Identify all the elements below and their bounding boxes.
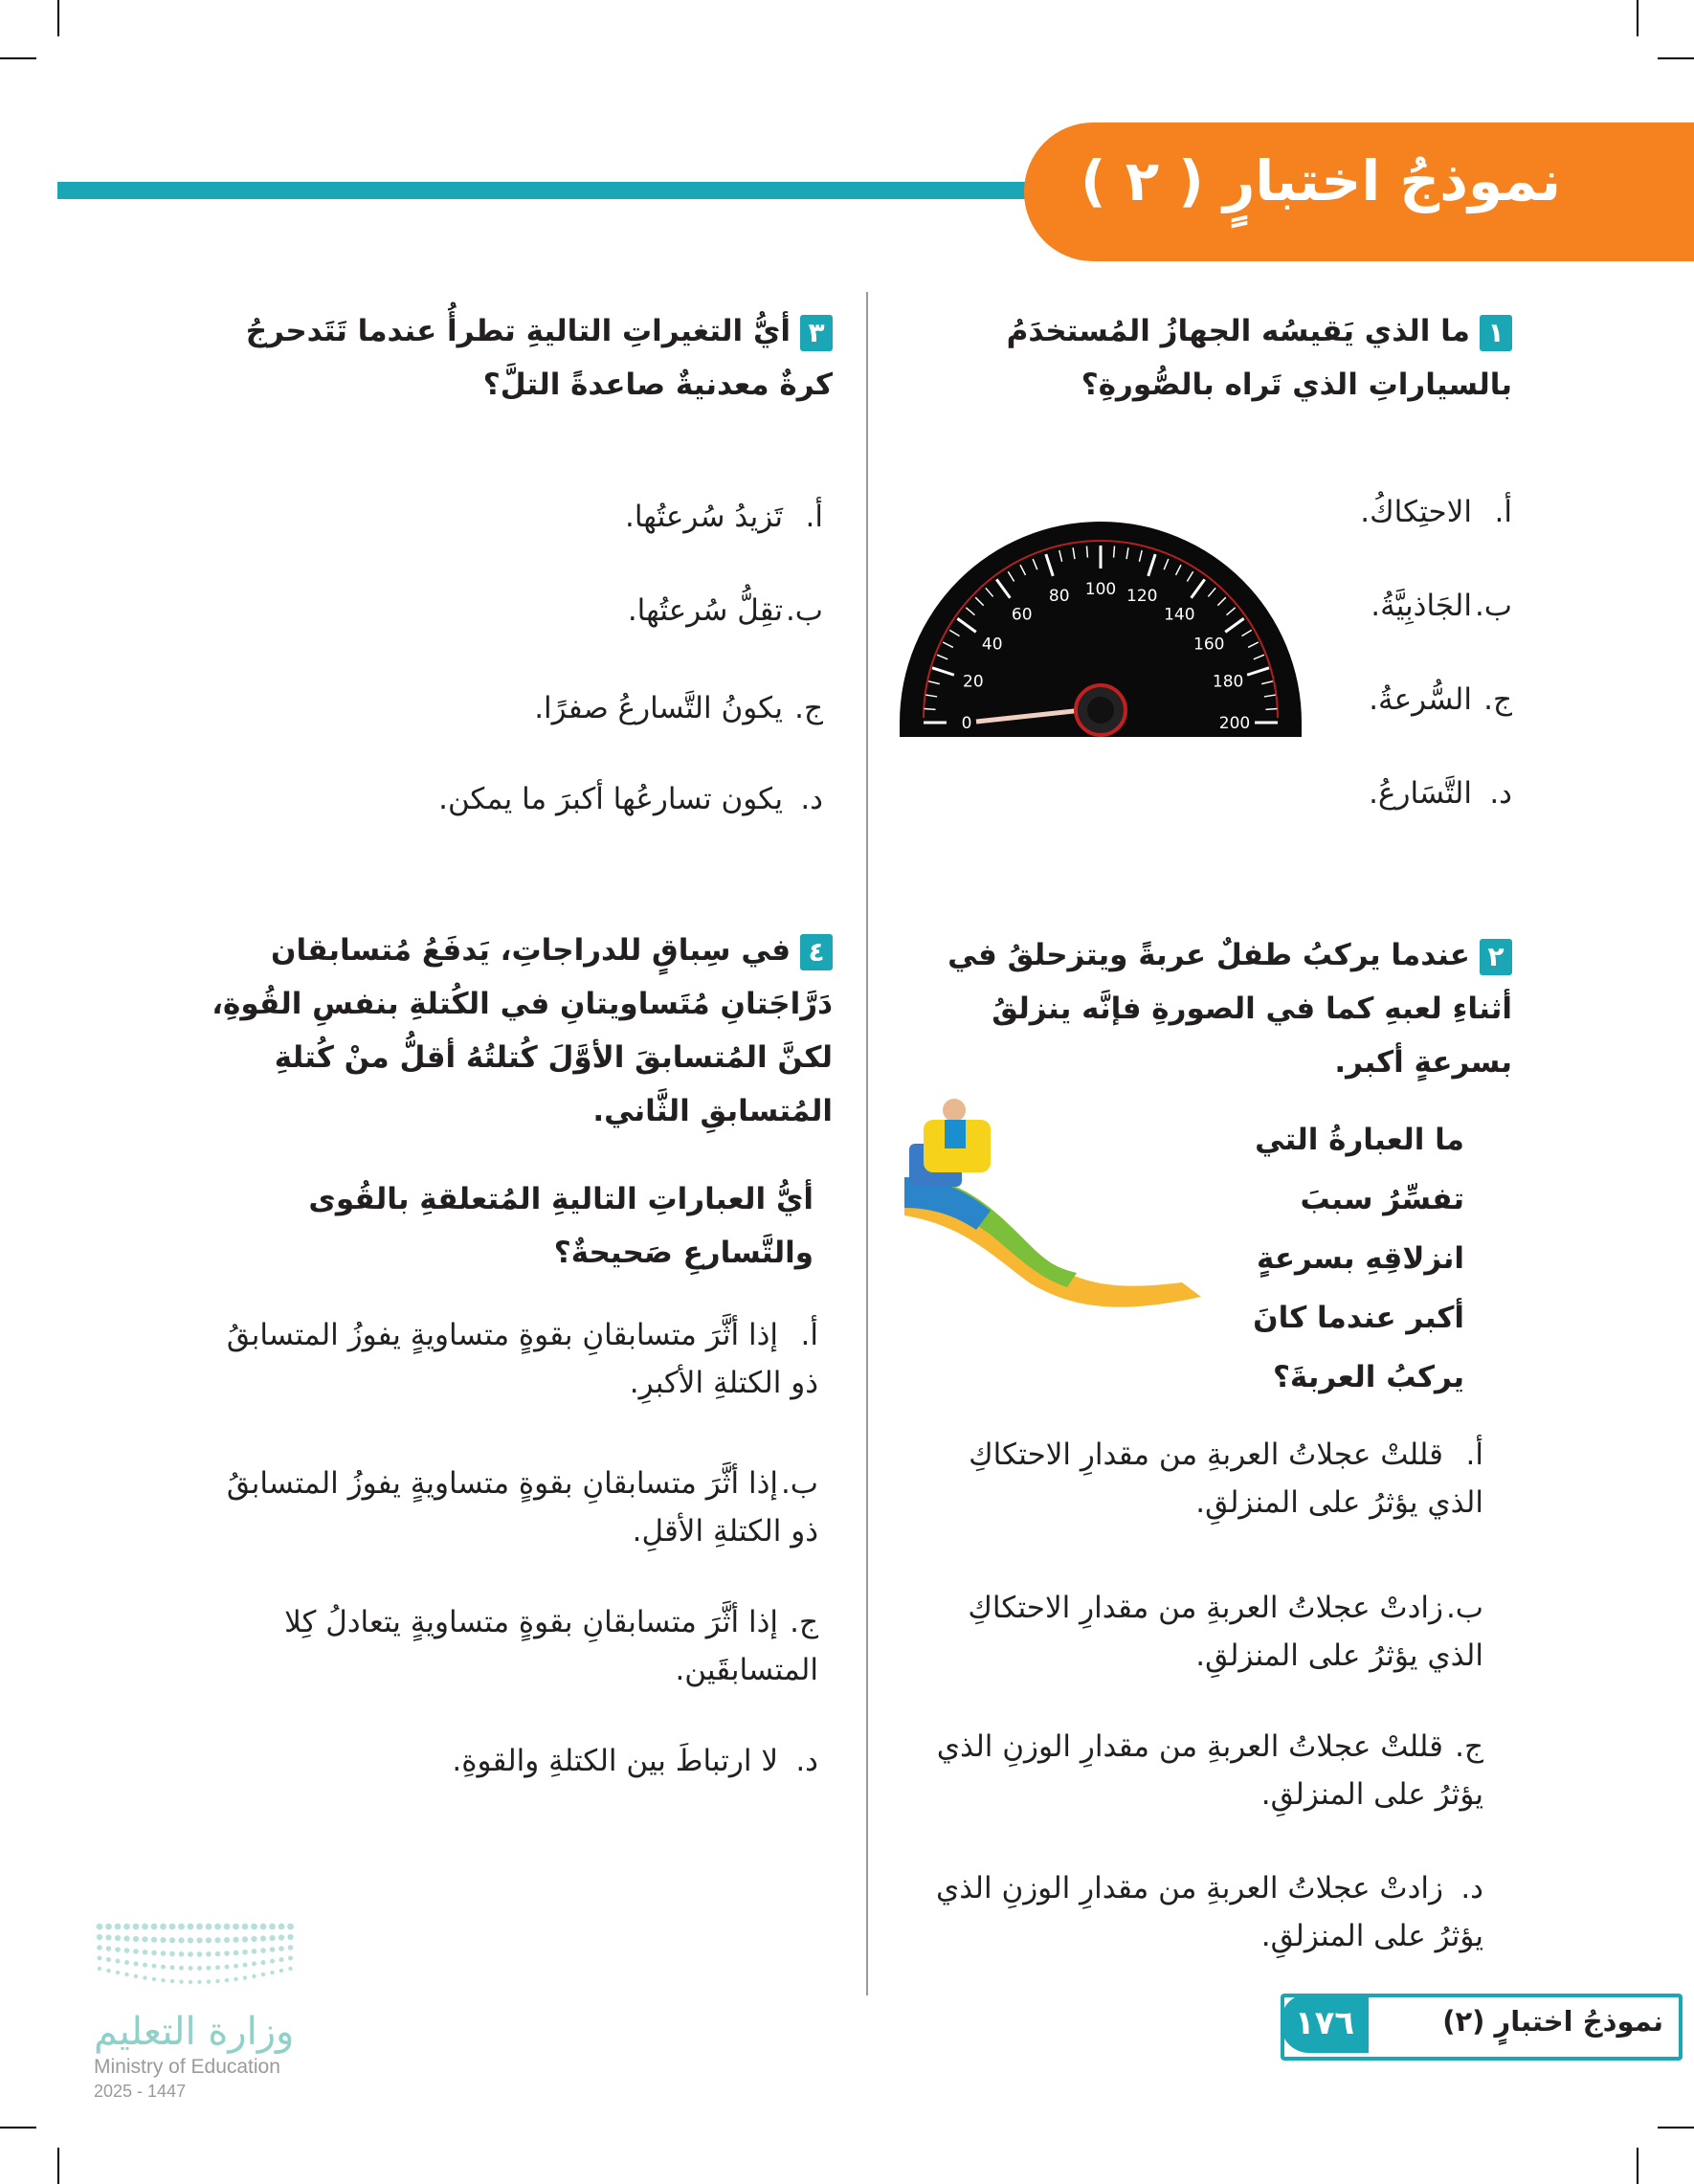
speedometer-label: 0 [961, 714, 972, 733]
logo-dot [234, 1964, 238, 1969]
logo-dot [242, 1950, 248, 1955]
logo-dot [279, 1924, 285, 1930]
crop-mark [1658, 57, 1694, 59]
logo-dot [243, 1975, 247, 1979]
logo-dot [143, 1963, 147, 1968]
logo-dot [169, 1951, 175, 1957]
option-c[interactable]: ج.قللتْ عجلاتُ العربةِ من مقدارِ الوزنِ الذي يؤثرُ على المنزلقِ. [936, 1729, 1483, 1812]
ministry-year: 2025 - 1447 [94, 2082, 187, 2101]
logo-dot [170, 1979, 174, 1983]
logo-dot [98, 1956, 102, 1961]
speedometer-label: 140 [1164, 605, 1195, 625]
logo-dot [197, 1951, 203, 1957]
ministry-name-english: Ministry of Education [94, 2056, 280, 2078]
logo-dot [206, 1924, 212, 1930]
logo-dot [115, 1924, 122, 1930]
logo-dot [242, 1924, 249, 1930]
crop-mark [1637, 0, 1638, 36]
footer-label: نموذجُ اختبارٍ (٢) [1442, 2005, 1663, 2038]
header-rule [57, 182, 1110, 199]
question-4 [191, 924, 833, 1138]
crop-mark [57, 0, 59, 36]
question-number: ٢ [1480, 939, 1512, 975]
logo-dot [133, 1936, 139, 1942]
question-4-prompt: أيُّ العباراتِ التاليةِ المُتعلقةِ بالقُوى والتَّسارعِ صَحيحةٌ؟ [308, 1182, 814, 1270]
logo-dot [287, 1924, 294, 1930]
logo-dot [242, 1936, 248, 1942]
logo-dot [124, 1960, 129, 1965]
logo-dot [98, 1967, 101, 1971]
logo-dot [105, 1934, 111, 1940]
option-c[interactable]: ج.السُّرعةُ. [1369, 682, 1512, 717]
question-text: عندما يركبُ طفلٌ عربةً ويتزحلقُ في أثناءِ لعبهِ كما في الصورةِ فإنَّه ينزلقُ بسرعةٍ أكبر. [947, 938, 1512, 1080]
option-d[interactable]: د.زادتْ عجلاتُ العربةِ من مقدارِ الوزنِ الذي يؤثرُ على المنزلقِ. [936, 1871, 1483, 1953]
speedometer-label: 20 [963, 672, 984, 692]
logo-dot [214, 1924, 221, 1930]
logo-dot [287, 1934, 293, 1940]
logo-dot [207, 1966, 212, 1971]
question-number: ٣ [800, 315, 833, 351]
page-title: نموذجُ اختبارٍ ( ٢ ) [1081, 148, 1561, 213]
logo-dot [251, 1936, 256, 1942]
logo-dot [207, 1979, 211, 1983]
logo-dot [106, 1946, 112, 1951]
logo-dot [115, 1947, 121, 1952]
logo-dot [161, 1965, 166, 1970]
logo-dot [170, 1965, 175, 1970]
logo-dot [151, 1950, 157, 1956]
speedometer-label: 180 [1212, 672, 1244, 692]
logo-dot [169, 1937, 175, 1943]
logo-dot [151, 1937, 157, 1943]
logo-dot [225, 1978, 229, 1982]
speedometer-tick [1114, 546, 1115, 558]
ministry-name-arabic: وزارة التعليم [94, 2010, 295, 2054]
logo-dot [143, 1975, 146, 1979]
logo-dot [161, 1950, 167, 1956]
logo-dot [261, 1972, 265, 1976]
logo-dot [215, 1951, 221, 1957]
logo-dot [197, 1966, 202, 1971]
logo-dot [188, 1937, 193, 1943]
speedometer-label: 100 [1084, 580, 1117, 599]
logo-dot [106, 1957, 111, 1962]
logo-dot [178, 1937, 184, 1943]
logo-dot [261, 1960, 266, 1965]
logo-dot [97, 1924, 103, 1930]
crop-mark [1637, 2148, 1638, 2184]
logo-dot [124, 1972, 128, 1976]
option-b[interactable]: ب.تقِلُّ سُرعتُها. [627, 593, 823, 628]
speedometer-tick [1086, 546, 1087, 558]
logo-dot [196, 1924, 203, 1930]
logo-dot [279, 1957, 284, 1962]
speedometer-label: 120 [1126, 586, 1158, 606]
logo-dot [97, 1945, 102, 1950]
question-text: أيُّ التغيراتِ التاليةِ تطرأُ عندما تَتَدحرجُ كرةٌ معدنيةٌ صاعدةً التلَّ؟ [245, 314, 833, 402]
slide-image [885, 957, 1201, 1321]
speedometer-tick [1265, 708, 1277, 709]
question-text: ما الذي يَقيسُه الجهازُ المُستخدَمُ بالسياراتِ الذي تَراه بالصُّورةِ؟ [1006, 314, 1512, 402]
speedometer-label: 40 [981, 635, 1003, 655]
logo-dot [279, 1946, 284, 1951]
logo-dot [196, 1937, 202, 1943]
logo-dot [260, 1948, 266, 1953]
logo-dot [116, 1971, 120, 1974]
logo-dot [252, 1974, 256, 1978]
logo-dot [288, 1967, 292, 1971]
logo-dot [252, 1949, 257, 1954]
logo-dot [279, 1934, 284, 1940]
logo-dot [214, 1937, 220, 1943]
option-b[interactable]: ب.إذا أثَّرَ متسابقانِ بقوةٍ متساويةٍ يفوزُ المتسابقُ ذو الكتلةِ الأقلِ. [226, 1466, 818, 1549]
question-2-prompt: ما العبارةُ التي تفسِّرُ سببَ انزلاقِهِ بسرعةٍ أكبر عندما كانَ يركبُ العربةَ؟ [1253, 1123, 1464, 1394]
question-number: ١ [1480, 315, 1512, 351]
logo-dot [178, 1924, 185, 1930]
ministry-logo-icon [94, 1919, 300, 1986]
crop-mark [0, 2127, 36, 2128]
question-3 [191, 304, 833, 412]
logo-dot [269, 1924, 276, 1930]
logo-dot [243, 1963, 248, 1968]
logo-dot [189, 1980, 192, 1984]
logo-dot [288, 1956, 293, 1961]
logo-dot [251, 1924, 257, 1930]
logo-dot [105, 1924, 112, 1930]
speedometer-label: 200 [1218, 714, 1251, 733]
logo-dot [152, 1964, 157, 1969]
crop-mark [57, 2148, 59, 2184]
option-a[interactable]: أ.تَزيدُ سُرعتُها. [624, 500, 823, 534]
option-b[interactable]: ب.زادتْ عجلاتُ العربةِ من مقدارِ الاحتكاكِ الذي يؤثرُ على المنزلقِ. [968, 1591, 1483, 1673]
option-d[interactable]: د.يكون تسارعُها أكبرَ ما يمكن. [438, 782, 823, 816]
logo-dot [197, 1980, 201, 1984]
crop-mark [1658, 2127, 1694, 2128]
logo-dot [279, 1969, 283, 1972]
logo-dot [215, 1979, 219, 1983]
option-a[interactable]: أ.الاحتِكاكُ. [1360, 495, 1512, 529]
logo-dot [233, 1937, 238, 1943]
logo-dot [224, 1937, 230, 1943]
logo-dot [106, 1969, 110, 1972]
logo-dot [179, 1966, 184, 1971]
option-a[interactable]: أ.إذا أثَّرَ متسابقانِ بقوةٍ متساويةٍ يفوزُ المتسابقُ ذو الكتلةِ الأكبرِ. [226, 1318, 818, 1400]
logo-dot [234, 1977, 237, 1981]
logo-dot [160, 1937, 166, 1943]
logo-dot [123, 1935, 129, 1941]
speedometer-label: 60 [1011, 605, 1033, 625]
logo-dot [142, 1924, 148, 1930]
logo-dot [188, 1924, 194, 1930]
crop-mark [0, 57, 36, 59]
logo-dot [270, 1959, 275, 1964]
speedometer-tick [925, 708, 936, 709]
logo-dot [152, 1977, 156, 1981]
logo-dot [179, 1979, 183, 1983]
option-c[interactable]: ج.إذا أثَّرَ متسابقانِ بقوةٍ متساويةٍ يتعادلُ كِلا المتسابقَين. [284, 1605, 818, 1687]
logo-dot [233, 1924, 239, 1930]
logo-dot [116, 1959, 121, 1964]
logo-dot [252, 1961, 256, 1966]
logo-dot [123, 1924, 130, 1930]
logo-dot [143, 1950, 148, 1955]
logo-dot [189, 1966, 193, 1971]
logo-dot [288, 1945, 294, 1950]
speedometer-label: 80 [1048, 586, 1070, 606]
logo-dot [270, 1971, 274, 1974]
logo-dot [188, 1951, 193, 1957]
question-text: في سِباقٍ للدراجاتِ، يَدفَعُ مُتسابقان دَرَّاجَتانِ مُتَساويتانِ في الكُتلةِ بنفسِ القُوةِ، لكنَّ المُتسابقَ الأوَّلَ كُتلتُهُ أقلُّ منْ كُتلةِ المُتسابقِ الثَّاني. [212, 933, 833, 1128]
speedometer-image [900, 517, 1302, 737]
logo-dot [97, 1934, 102, 1940]
question-number: ٤ [800, 934, 833, 970]
logo-dot [269, 1935, 275, 1941]
logo-dot [224, 1950, 230, 1956]
logo-dot [151, 1924, 158, 1930]
logo-dot [142, 1936, 147, 1942]
logo-dot [270, 1947, 276, 1952]
question-1 [1005, 304, 1512, 412]
logo-dot [124, 1948, 130, 1953]
logo-dot [215, 1965, 220, 1970]
speedometer-label: 160 [1193, 635, 1225, 655]
page-number: ١٧٦ [1281, 1994, 1369, 2053]
logo-dot [234, 1950, 239, 1956]
logo-dot [260, 1935, 266, 1941]
logo-dot [260, 1924, 267, 1930]
logo-dot [133, 1949, 139, 1954]
option-b[interactable]: ب.الجَاذبِيَّةُ. [1371, 589, 1512, 623]
option-a[interactable]: أ.قللتْ عجلاتُ العربةِ من مقدارِ الاحتكاكِ الذي يؤثرُ على المنزلقِ. [969, 1437, 1483, 1520]
option-d[interactable]: د.لا ارتباطَ بين الكتلةِ والقوةِ. [452, 1744, 818, 1778]
logo-dot [115, 1935, 121, 1941]
option-d[interactable]: د.التَّسَارعُ. [1369, 776, 1512, 811]
logo-dot [169, 1924, 176, 1930]
logo-dot [160, 1924, 167, 1930]
logo-dot [133, 1924, 140, 1930]
option-c[interactable]: ج.يكونُ التَّسارعُ صفرًا. [534, 691, 823, 725]
logo-dot [206, 1951, 212, 1957]
logo-dot [206, 1937, 212, 1943]
logo-dot [179, 1951, 185, 1957]
logo-dot [134, 1974, 138, 1978]
logo-dot [225, 1965, 230, 1970]
logo-dot [161, 1978, 165, 1982]
logo-dot [134, 1961, 139, 1966]
logo-dot [224, 1924, 231, 1930]
column-divider [866, 292, 868, 1995]
